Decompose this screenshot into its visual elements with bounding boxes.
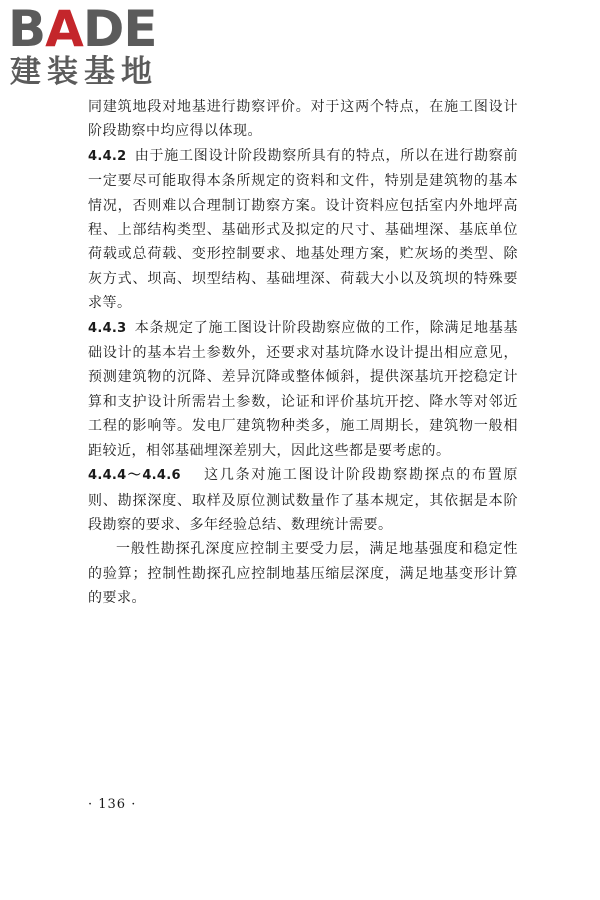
page-body [88,95,518,611]
section-text: 这几条对施工图设计阶段勘察勘探点的布置原则、勘探深度、取样及原位测试数量作了基本规定，其依据是本阶段勘察的要求、多年经验总结、数理统计需要。 [88,467,518,533]
section-4-4-2 [88,144,518,316]
section-4-4-3 [88,316,518,463]
section-number: 4.4.4～4.4.6 [88,468,181,484]
section-4-4-4-to-4-4-6 [88,463,518,537]
section-number: 4.4.3 [88,320,127,336]
section-text: 由于施工图设计阶段勘察所具有的特点，所以在进行勘察前一定要尽可能取得本条所规定的资料和文件，特别是建筑物的基本情况，否则难以合理制订勘察方案。设计资料应包括室内外地坪高程、上部结构类型、基础形式及拟定的尺寸、基础埋深、基底单位荷载或总荷载、变形控制要求、地基处理方案，贮灰场的类型、除灰方式、坝高、坝型结构、基础埋深、荷载大小以及筑坝的特殊要求等。 [88,147,518,312]
paragraph-borehole-depth: 一般性勘探孔深度应控制主要受力层，满足地基强度和稳定性的验算；控制性勘探孔应控制地基压缩层深度，满足地基变形计算的要求。 [88,541,518,607]
page-number: · 136 · [88,797,137,812]
logo-wordmark: BADE [8,0,157,58]
logo-chinese-name: 建装基地 [10,54,158,90]
bade-logo [8,0,173,94]
section-number: 4.4.2 [88,148,127,164]
section-text: 本条规定了施工图设计阶段勘察应做的工作，除满足地基基础设计的基本岩土参数外，还要求对基坑降水设计提出相应意见，预测建筑物的沉降、差异沉降或整体倾斜，提供深基坑开挖稳定计算和支护设计所需岩土参数，论证和评价基坑开挖、降水等对邻近工程的影响等。发电厂建筑物种类多，施工周期长，建筑物一般相距较近，相邻基础埋深差别大，因此这些都是要考虑的。 [88,319,518,459]
paragraph-continuation: 同建筑地段对地基进行勘察评价。对于这两个特点，在施工图设计阶段勘察中均应得以体现。 [88,99,518,140]
